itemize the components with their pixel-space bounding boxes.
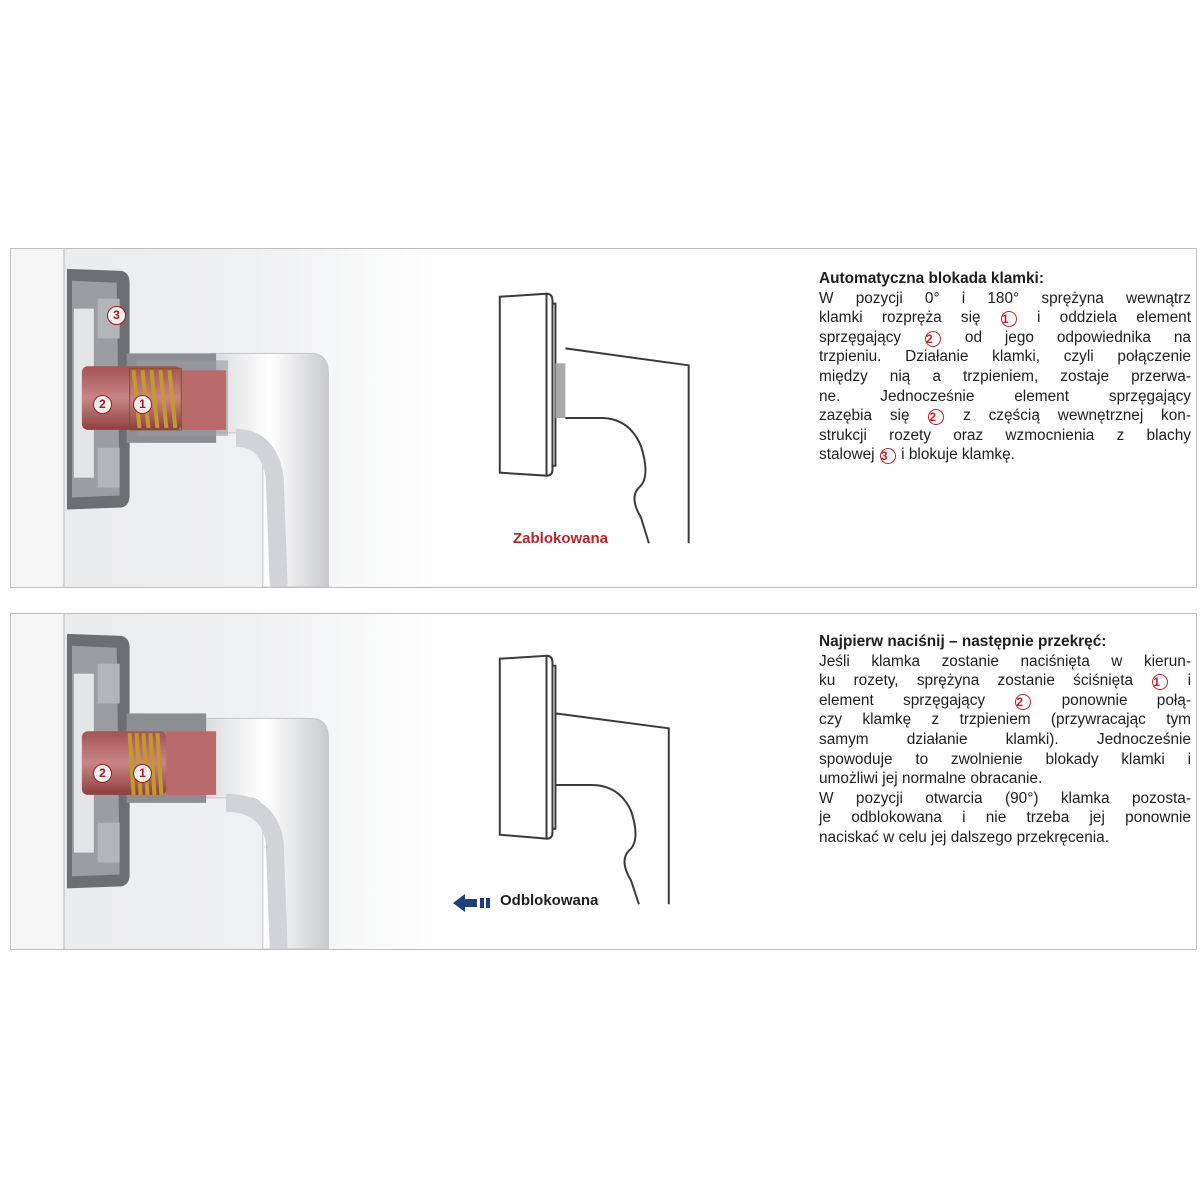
reference-number: 1	[1001, 311, 1017, 327]
body-lines-unlocked	[819, 652, 1191, 848]
body-line	[819, 328, 1191, 348]
reference-number: 2	[928, 409, 944, 425]
body-text: spowoduje to zwolnienie blokady klamki i	[819, 750, 1191, 768]
body-line	[819, 730, 1191, 750]
handle-cutaway-photo-unlocked	[11, 614, 451, 949]
body-text: klamki rozpręża się	[819, 309, 1000, 327]
body-text: ku rozety, sprężyna zostanie ściśnięta	[819, 672, 1152, 690]
reference-number: 2	[1015, 694, 1031, 710]
body-text: sprzęgający	[819, 328, 925, 346]
body-lines-locked	[819, 289, 1191, 465]
body-line	[819, 367, 1191, 387]
body-text: samym działanie klamki). Jednocześnie	[819, 730, 1191, 748]
body-line	[819, 387, 1191, 407]
body-text: Jeśli klamka zostanie naciśnięta w kierun-	[819, 652, 1191, 670]
body-text: stalowej	[819, 446, 879, 464]
body-text: między nią a trzpieniem, zostaje przerwa-	[819, 367, 1191, 385]
panel-unlocked	[10, 613, 1197, 950]
heading-locked: Automatyczna blokada klamki:	[819, 270, 1044, 287]
body-line	[819, 710, 1191, 730]
panel-locked	[10, 248, 1197, 588]
body-text: naciskać w celu jej dalszego przekręcenia.	[819, 828, 1110, 846]
arrow-left-icon	[451, 892, 497, 914]
handle-cutaway-photo-locked	[11, 249, 451, 587]
callout-3: 3	[107, 306, 126, 325]
body-line	[819, 406, 1191, 426]
body-text: ponownie połą-	[1032, 691, 1191, 709]
callout-1: 1	[133, 395, 152, 414]
body-text: i oddziela element	[1017, 309, 1191, 327]
body-line	[819, 426, 1191, 446]
body-text: W pozycji otwarcia (90°) klamka pozosta-	[819, 789, 1191, 807]
body-line	[819, 289, 1191, 309]
body-text: czy klamkę z trzpieniem (przywracając tym	[819, 711, 1191, 729]
body-text: je odblokowana i nie trzeba jej ponownie	[819, 809, 1191, 827]
text-block-locked	[819, 269, 1191, 465]
body-line	[819, 671, 1191, 691]
body-line	[819, 769, 1191, 789]
body-text: zazębia się	[819, 407, 928, 425]
text-block-unlocked	[819, 632, 1191, 848]
heading-unlocked: Najpierw naciśnij – następnie przekręć:	[819, 633, 1107, 650]
reference-number: 3	[880, 448, 896, 464]
body-text: od jego odpowiednika na	[942, 328, 1191, 346]
body-text: ne. Jednocześnie element sprzęgający	[819, 387, 1191, 405]
callout-2: 2	[93, 764, 112, 783]
body-line	[819, 308, 1191, 328]
body-text: element sprzęgający	[819, 691, 1015, 709]
callout-2: 2	[93, 395, 112, 414]
body-text: W pozycji 0° i 180° sprężyna wewnątrz	[819, 289, 1191, 307]
state-label-unlocked: Odblokowana	[500, 892, 599, 909]
body-line	[819, 652, 1191, 672]
body-line	[819, 789, 1191, 809]
body-text: strukcji rozety oraz wzmocnienia z blachy	[819, 426, 1191, 444]
body-text: trzpieniu. Działanie klamki, czyli połączenie	[819, 348, 1191, 366]
body-line	[819, 828, 1191, 848]
body-line	[819, 691, 1191, 711]
body-line	[819, 347, 1191, 367]
callout-1: 1	[133, 764, 152, 783]
body-text: umożliwi jej normalne obracanie.	[819, 770, 1043, 788]
state-label-locked: Zablokowana	[513, 530, 609, 547]
body-text: i	[1169, 672, 1191, 690]
handle-diagram-locked	[451, 249, 811, 587]
reference-number: 1	[1152, 674, 1168, 690]
body-line	[819, 445, 1191, 465]
body-line	[819, 808, 1191, 828]
body-text: z częścią wewnętrznej kon-	[945, 407, 1191, 425]
body-text: i blokuje klamkę.	[896, 446, 1015, 464]
reference-number: 2	[925, 331, 941, 347]
body-line	[819, 750, 1191, 770]
